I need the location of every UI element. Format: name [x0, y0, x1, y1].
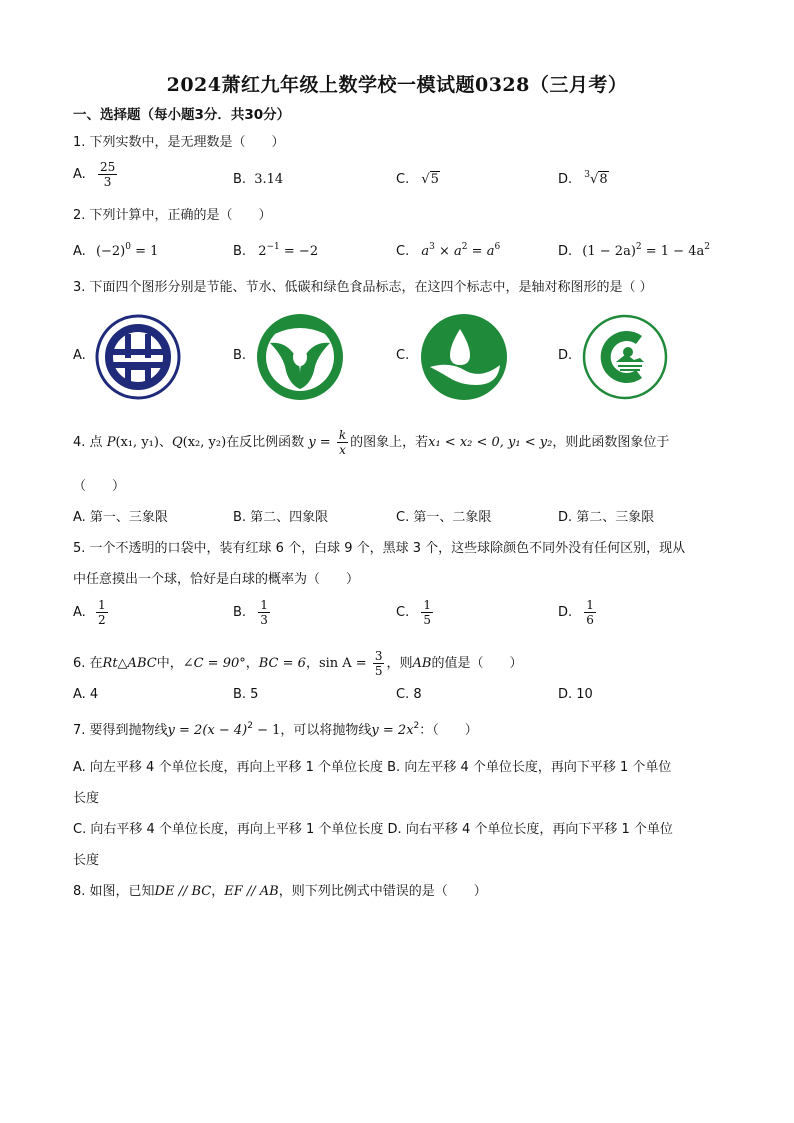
q2-option-b: [233, 243, 318, 261]
option-value: 3.14: [254, 172, 284, 187]
q1-option-c: [396, 171, 440, 189]
exp: 2: [461, 242, 468, 252]
text: 在反比例函数: [226, 435, 305, 450]
energy-saving-logo: [95, 314, 181, 400]
q2-option-c: [396, 243, 500, 261]
expr-base: (1 − 2a): [582, 244, 636, 259]
q6-option-a: A. 4: [73, 687, 99, 702]
exp: 3: [429, 242, 435, 252]
triangle: Rt△ABC: [102, 656, 157, 671]
point-q-coord: (x₂, y₂): [182, 435, 227, 450]
function-lhs: y =: [308, 435, 331, 450]
radicand: 8: [599, 172, 608, 187]
text: 4. 点: [73, 435, 103, 450]
math-expression: [96, 244, 158, 259]
expr-base: (−2): [95, 244, 126, 259]
option-letter: A.: [73, 167, 86, 182]
fraction: [96, 598, 108, 627]
q7-options-ab: A. 向左平移 4 个单位长度，再向上平移 1 个单位长度 B. 向左平移 4 个单位长度，再向下平移 1 个单位: [73, 760, 672, 775]
fraction: [421, 598, 433, 627]
fraction: [373, 649, 385, 678]
option-letter: A.: [73, 244, 86, 259]
square-root: √5: [421, 172, 439, 187]
question-5-line2: 中任意摸出一个球，恰好是白球的概率为（ ）: [73, 572, 360, 587]
point-q: Q: [171, 435, 183, 450]
math-expression: [582, 244, 710, 259]
q3-label-c: C.: [396, 348, 410, 363]
numerator: 1: [97, 598, 106, 612]
question-5-line1: 5. 一个不透明的口袋中，装有红球 6 个，白球 9 个，黑球 3 个，这些球除颜色不同外没有任何区别，现从: [73, 541, 686, 556]
q3-label-a: A.: [73, 348, 86, 363]
numerator: 1: [586, 598, 594, 612]
exp: 2: [635, 242, 642, 252]
point-p-coord: (x₁, y₁): [115, 435, 159, 450]
var: a: [486, 244, 495, 259]
q5-option-b: [233, 598, 272, 627]
option-letter: D.: [558, 244, 573, 259]
option-letter: D.: [558, 172, 573, 187]
text: ，则下列比例式中错误的是（ ）: [278, 884, 487, 899]
q7-options-cd-cont: 长度: [73, 853, 100, 868]
text: ，: [305, 656, 319, 671]
q6-option-d: D. 10: [558, 687, 593, 702]
denominator: 5: [423, 613, 431, 627]
numerator: 1: [260, 598, 268, 612]
water-saving-logo: [256, 313, 344, 401]
q1-option-d: [558, 171, 609, 189]
point-p: P: [106, 435, 116, 450]
expr-exponent: −1: [266, 242, 280, 252]
green-food-logo: [582, 314, 668, 400]
option-letter: A.: [73, 605, 86, 620]
question-3-stem: 3. 下面四个图形分别是节能、节水、低碳和绿色食品标志，在这四个标志中，是轴对称图形的是（ ）: [73, 280, 653, 295]
page-title: 2024萧红九年级上数学校一模试题0328（三月考）: [166, 74, 628, 96]
question-1-stem: 1. 下列实数中，是无理数是（ ）: [73, 135, 285, 150]
side-ab: AB: [412, 656, 432, 671]
text: 的值是（ ）: [431, 656, 523, 671]
var: a: [421, 244, 430, 259]
exp: 2: [413, 721, 420, 731]
q7-options-cd: C. 向右平移 4 个单位长度，再向上平移 1 个单位长度 D. 向右平移 4 个单位长度，再向下平移 1 个单位: [73, 822, 673, 837]
q5-option-c: [396, 598, 435, 627]
q2-option-d: [558, 243, 710, 261]
var: a: [454, 244, 462, 259]
math-expression: [258, 244, 318, 259]
q2-option-a: [73, 243, 158, 261]
q4-option-d: D. 第二、三象限: [558, 510, 655, 525]
q4-option-a: A. 第一、三象限: [73, 510, 168, 525]
exp: 6: [494, 242, 501, 252]
exp: 2: [247, 721, 253, 731]
text: 6. 在: [73, 656, 103, 671]
parallel-de-bc: DE // BC: [154, 884, 212, 899]
expr-rhs: = 1: [130, 244, 159, 259]
text: 8. 如图，已知: [73, 884, 155, 899]
text: ，: [245, 656, 259, 671]
question-8-stem: [73, 883, 487, 901]
option-letter: C.: [396, 172, 410, 187]
expr-rhs: = −2: [279, 244, 319, 259]
denominator: 6: [586, 613, 594, 627]
parabola-1: y = 2(x − 4): [167, 723, 248, 738]
q4-option-b: B. 第二、四象限: [233, 510, 329, 525]
text: 、: [158, 435, 172, 450]
text: ，可以将抛物线: [280, 723, 372, 738]
parallel-ef-ab: EF // AB: [224, 884, 279, 899]
numerator: k: [338, 428, 347, 442]
question-4-stem: [73, 428, 669, 457]
numerator: 1: [423, 598, 431, 612]
side-bc: BC = 6: [258, 656, 306, 671]
q3-label-d: D.: [558, 348, 573, 363]
q6-option-b: B. 5: [233, 687, 259, 702]
text: ，: [211, 884, 225, 899]
question-2-stem: 2. 下列计算中，正确的是（ ）: [73, 208, 272, 223]
q4-paren: （ ）: [73, 479, 126, 494]
angle: ∠C = 90°: [182, 656, 246, 671]
radicand: 5: [430, 172, 439, 187]
denominator: 3: [103, 175, 112, 189]
denominator: 5: [374, 664, 383, 678]
parabola-2: y = 2x: [371, 723, 414, 738]
q6-option-c: C. 8: [396, 687, 422, 702]
question-6-stem: [73, 649, 522, 678]
math-expression: [421, 244, 500, 259]
exp: 2: [704, 242, 710, 252]
condition: x₁ < x₂ < 0, y₁ < y₂: [428, 435, 553, 450]
text: 7. 要得到抛物线: [73, 723, 168, 738]
option-letter: B.: [233, 244, 247, 259]
option-letter: D.: [558, 605, 573, 620]
denominator: 3: [260, 613, 268, 627]
denominator: 2: [97, 613, 106, 627]
q5-option-d: [558, 598, 598, 627]
root-index: 3: [584, 170, 591, 180]
option-letter: B.: [233, 605, 247, 620]
fraction: [258, 598, 270, 627]
fraction: [584, 598, 596, 627]
fraction-k-over-x: [337, 428, 348, 457]
expr-base: 2: [258, 244, 267, 259]
q5-option-a: [73, 598, 110, 627]
option-letter: B.: [233, 172, 247, 187]
q1-option-b: [233, 171, 283, 189]
denominator: x: [339, 443, 346, 457]
sine-lhs: sin A =: [318, 656, 367, 671]
expr-exponent: 0: [125, 242, 131, 252]
fraction: [98, 160, 117, 189]
low-carbon-logo: [420, 313, 508, 401]
text: ，则: [386, 656, 413, 671]
q1-option-a: [73, 160, 119, 189]
question-7-stem: [73, 722, 478, 740]
cube-root: $^3$√8: [584, 170, 608, 187]
section-heading: 一、选择题（每小题3分．共30分）: [73, 107, 291, 123]
numerator: 3: [374, 649, 383, 663]
q7-options-ab-cont: 长度: [73, 791, 100, 806]
option-letter: C.: [396, 605, 410, 620]
op: =: [467, 244, 487, 259]
q4-option-c: C. 第一、二象限: [396, 510, 492, 525]
text: ：（ ）: [419, 723, 478, 738]
q3-label-b: B.: [233, 348, 247, 363]
numerator: 25: [99, 160, 116, 174]
op: ×: [434, 244, 455, 259]
expr-rhs: = 1 − 4a: [641, 244, 705, 259]
text: 中，: [156, 656, 183, 671]
text: ，则此函数图象位于: [552, 435, 670, 450]
option-letter: C.: [396, 244, 410, 259]
text: 的图象上，若: [350, 435, 429, 450]
parabola-1-tail: − 1: [252, 723, 281, 738]
